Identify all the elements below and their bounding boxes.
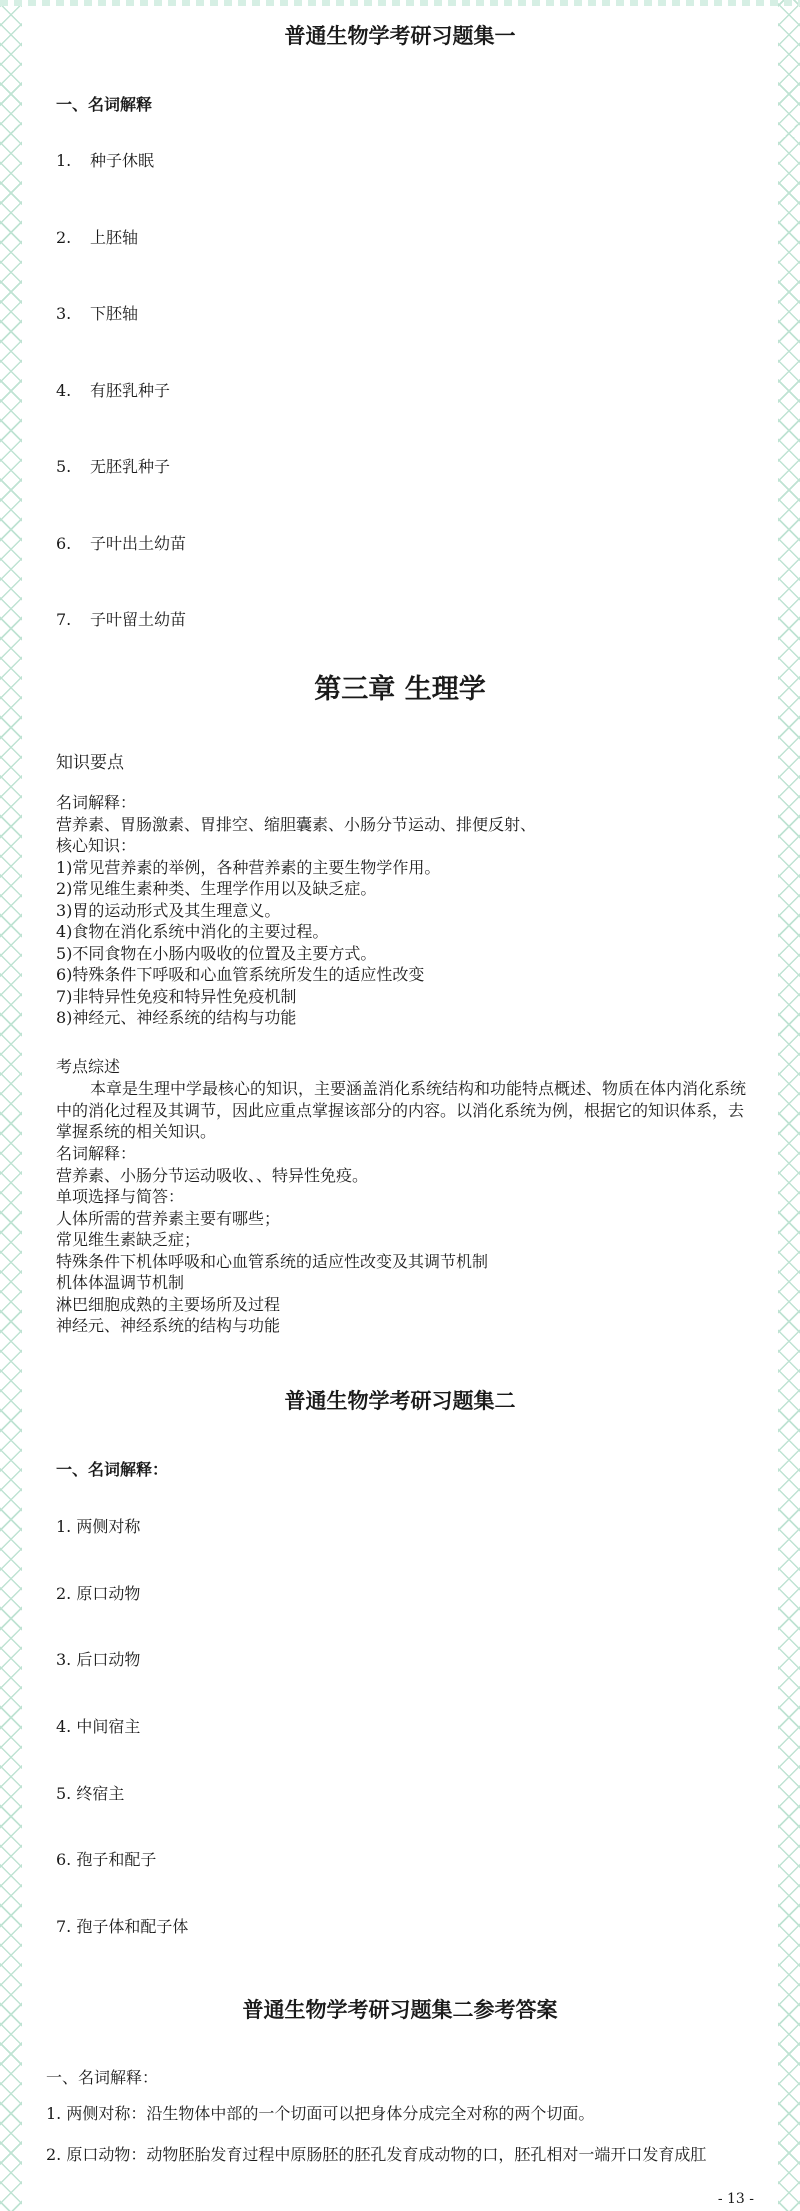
set1-item: [56, 148, 154, 171]
review-line: 常见维生素缺乏症；: [56, 1230, 201, 1249]
set1-item: [56, 225, 138, 248]
decorative-border-right: [778, 0, 800, 2211]
set2-item: 6. 孢子和配子: [56, 1850, 157, 1869]
review-line: 神经元、神经系统的结构与功能: [56, 1316, 281, 1335]
set1-item: [56, 301, 138, 324]
answer-line: 2. 原口动物：动物胚胎发育过程中原肠胚的胚孔发育成动物的口，胚孔相对一端开口发育成肛: [46, 2145, 707, 2164]
knowledge-line: 核心知识：: [56, 836, 137, 855]
knowledge-line: 营养素、胃肠激素、胃排空、缩胆囊素、小肠分节运动、排便反射、: [56, 814, 537, 834]
item-number: 2.: [56, 228, 72, 247]
set2-item: 2. 原口动物: [56, 1584, 141, 1603]
decorative-border-left: [0, 0, 22, 2211]
item-text: 子叶留土幼苗: [90, 610, 187, 629]
item-number: 6.: [56, 534, 72, 553]
item-text: 下胚轴: [90, 304, 139, 323]
knowledge-line: 4)食物在消化系统中消化的主要过程。: [56, 922, 329, 941]
item-text: 有胚乳种子: [90, 381, 171, 400]
set1-title: 普通生物学考研习题集一: [284, 23, 516, 48]
review-line: 机体体温调节机制: [56, 1273, 185, 1292]
answers2-section-heading: 一、名词解释：: [46, 2068, 159, 2087]
item-number: 1.: [56, 151, 72, 170]
set1-section-heading: 一、名词解释: [56, 95, 153, 114]
review-line: 营养素、小肠分节运动吸收、、特异性免疫。: [56, 1165, 369, 1185]
item-number: 7.: [56, 610, 72, 629]
set1-item: [56, 454, 170, 477]
review-line: 人体所需的营养素主要有哪些；: [56, 1208, 281, 1228]
review-list: [56, 1143, 488, 1337]
set1-item: [56, 378, 170, 401]
set1-item: [56, 607, 186, 630]
document-page: [22, 0, 778, 2211]
item-text: 种子休眠: [90, 151, 155, 170]
knowledge-line: 名词解释：: [56, 793, 137, 812]
knowledge-line: 6)特殊条件下呼吸和心血管系统所发生的适应性改变: [56, 965, 425, 984]
set2-section-heading: 一、名词解释：: [56, 1460, 169, 1479]
set1-item: [56, 531, 186, 554]
review-line: 名词解释：: [56, 1144, 137, 1163]
answer-line: 1. 两侧对称：沿生物体中部的一个切面可以把身体分成完全对称的两个切面。: [46, 2104, 595, 2123]
item-number: 5.: [56, 457, 72, 476]
review-line: 特殊条件下机体呼吸和心血管系统的适应性改变及其调节机制: [56, 1251, 489, 1271]
knowledge-line: 1)常见营养素的举例，各种营养素的主要生物学作用。: [56, 857, 441, 877]
knowledge-line: 8)神经元、神经系统的结构与功能: [56, 1008, 297, 1027]
knowledge-heading: 知识要点: [56, 753, 124, 773]
set2-item: 1. 两侧对称: [56, 1517, 141, 1536]
item-text: 上胚轴: [90, 228, 139, 247]
knowledge-line: 7)非特异性免疫和特异性免疫机制: [56, 986, 297, 1006]
review-heading: 考点综述: [56, 1057, 121, 1076]
knowledge-line: 3)胃的运动形式及其生理意义。: [56, 900, 281, 920]
knowledge-line: 2)常见维生素种类、生理学作用以及缺乏症。: [56, 879, 377, 898]
knowledge-line: 5)不同食物在小肠内吸收的位置及主要方式。: [56, 943, 377, 963]
item-text: 子叶出土幼苗: [90, 534, 187, 553]
item-text: 无胚乳种子: [90, 457, 171, 476]
set2-item: 3. 后口动物: [56, 1650, 141, 1669]
knowledge-list: [56, 792, 536, 1029]
review-line: 单项选择与简答：: [56, 1187, 185, 1206]
review-paragraph: [56, 1078, 756, 1143]
item-number: 4.: [56, 381, 72, 400]
set2-title: 普通生物学考研习题集二: [284, 1388, 516, 1413]
answers2-title: 普通生物学考研习题集二参考答案: [242, 1997, 558, 2022]
review-paragraph-text: 本章是生理中学最核心的知识，主要涵盖消化系统结构和功能特点概述、物质在体内消化系统中的消化过程及其调节，因此应重点掌握该部分的内容。以消化系统为例，根据它的知识体系，去掌握系统的相关知识。: [56, 1079, 747, 1141]
review-line: 淋巴细胞成熟的主要场所及过程: [56, 1294, 281, 1314]
set2-item: 4. 中间宿主: [56, 1717, 141, 1736]
set2-item: 7. 孢子体和配子体: [56, 1917, 189, 1936]
page-number: - 13 -: [717, 2191, 754, 2207]
chapter-title: 第三章 生理学: [314, 674, 486, 705]
item-number: 3.: [56, 304, 72, 323]
set2-item: 5. 终宿主: [56, 1784, 125, 1803]
